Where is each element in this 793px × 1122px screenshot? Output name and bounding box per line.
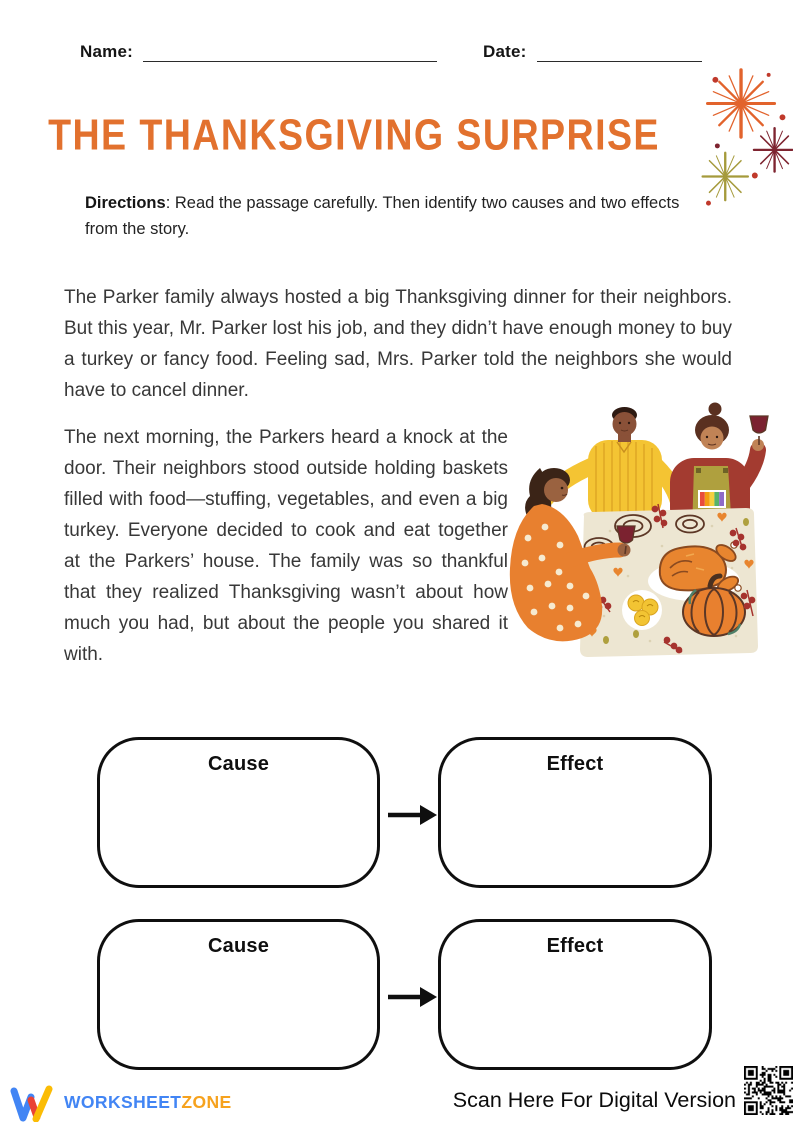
name-input-line[interactable]: [143, 42, 437, 62]
name-field: [80, 42, 437, 62]
effect-label: Effect: [546, 753, 604, 775]
worksheetzone-logo-icon: [8, 1084, 58, 1122]
brand-zone: ZONE: [181, 1092, 232, 1112]
effect-box-2[interactable]: [438, 919, 712, 1070]
page-title: THE THANKSGIVING SURPRISE: [48, 110, 660, 160]
effect-box-1[interactable]: [438, 737, 712, 888]
cause-box-1[interactable]: [97, 737, 380, 888]
citrus-plate: [622, 590, 662, 630]
standing-man: [546, 407, 680, 520]
cause-box-2[interactable]: [97, 919, 380, 1070]
cause-label: Cause: [207, 935, 270, 957]
scan-instruction: Scan Here For Digital Version: [452, 1088, 736, 1112]
starburst-decoration-icon: [693, 66, 793, 214]
date-input-line[interactable]: [537, 42, 702, 62]
arrow-right-icon: [386, 979, 440, 1015]
directions-text: : Read the passage carefully. Then identify two causes and two effects from the story.: [85, 194, 680, 239]
effect-label: Effect: [546, 935, 604, 957]
date-label: Date:: [483, 42, 527, 61]
rainbow-patch: [698, 490, 726, 508]
name-label: Name:: [80, 42, 133, 61]
qr-code: [744, 1066, 793, 1115]
thanksgiving-dinner-illustration: [500, 400, 792, 666]
directions-label: Directions: [85, 194, 166, 212]
arrow-right-icon: [386, 797, 440, 833]
cause-label: Cause: [207, 753, 270, 775]
passage-paragraph-1: The Parker family always hosted a big Thanksgiving dinner for their neighbors. But this year, Mr. Parker lost his job, and they didn’t have enough money to buy a turkey or fancy food. Feeling sad, Mrs. Parker told the neighbors she would have to cancel dinner.: [64, 287, 732, 401]
brand-name: [64, 1092, 232, 1113]
brand-worksheet: WORKSHEET: [64, 1092, 182, 1112]
wine-glass-icon: [750, 416, 768, 445]
dinner-table: [580, 504, 758, 657]
directions: [85, 190, 703, 242]
passage-paragraph-2: The next morning, the Parkers heard a knock at the door. Their neighbors stood outside holding baskets filled with food—stuffing, vegetables, and even a big turkey. Everyone decided to cook and eat together at the Parkers’ house. The family was so thankful that they realized Thanksgiving wasn’t about how much you had, but about the people you shared it with.: [64, 427, 508, 665]
date-field: [483, 42, 702, 62]
